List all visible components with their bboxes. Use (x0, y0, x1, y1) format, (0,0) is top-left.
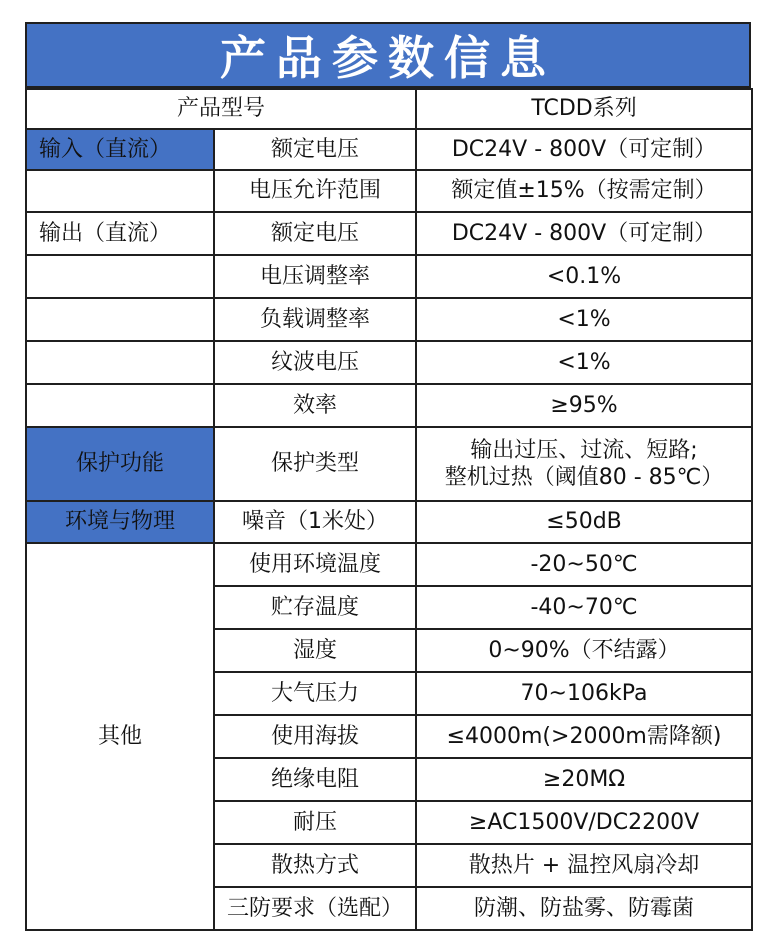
table-row (26, 212, 752, 255)
value-cell: ≤4000m(>2000m需降额) (416, 715, 752, 758)
category-cell: 输入（直流） (26, 129, 214, 170)
item-cell: 贮存温度 (214, 586, 416, 629)
value-line: 输出过压、过流、短路; (470, 437, 698, 463)
item-cell: 耐压 (214, 801, 416, 844)
table-row (26, 255, 752, 298)
table-row (26, 384, 752, 427)
value-cell: ≥AC1500V/DC2200V (416, 801, 752, 844)
item-cell: 保护类型 (214, 427, 416, 501)
category-cell (26, 255, 214, 298)
table-row (26, 298, 752, 341)
category-cell: 其他 (26, 543, 214, 930)
value-cell: DC24V - 800V（可定制） (416, 212, 752, 255)
table-row (26, 501, 752, 543)
parameter-sheet (25, 22, 751, 931)
item-cell: 绝缘电阻 (214, 758, 416, 801)
item-cell: 额定电压 (214, 129, 416, 170)
value-cell: 额定值±15%（按需定制） (416, 170, 752, 212)
value-cell: -40~70℃ (416, 586, 752, 629)
category-cell (26, 298, 214, 341)
category-cell (26, 341, 214, 384)
value-cell (416, 427, 752, 501)
item-cell: 负载调整率 (214, 298, 416, 341)
value-cell: ≤50dB (416, 501, 752, 543)
value-cell: <1% (416, 298, 752, 341)
value-cell: 防潮、防盐雾、防霉菌 (416, 887, 752, 930)
table-row (26, 341, 752, 384)
value-cell: 70~106kPa (416, 672, 752, 715)
category-cell (26, 170, 214, 212)
item-cell: 效率 (214, 384, 416, 427)
item-cell: 额定电压 (214, 212, 416, 255)
item-cell: 使用海拔 (214, 715, 416, 758)
item-cell: 湿度 (214, 629, 416, 672)
table-row (26, 89, 752, 129)
item-cell: 电压调整率 (214, 255, 416, 298)
value-cell: ≥20MΩ (416, 758, 752, 801)
item-cell: 三防要求（选配） (214, 887, 416, 930)
value-cell: 散热片 + 温控风扇冷却 (416, 844, 752, 887)
table-row (26, 129, 752, 170)
item-cell: 大气压力 (214, 672, 416, 715)
value-cell: ≥95% (416, 384, 752, 427)
value-cell: -20~50℃ (416, 543, 752, 586)
category-cell: 环境与物理 (26, 501, 214, 543)
value-cell: DC24V - 800V（可定制） (416, 129, 752, 170)
table-row (26, 543, 752, 586)
item-cell: 纹波电压 (214, 341, 416, 384)
table-row (26, 427, 752, 501)
item-cell: 电压允许范围 (214, 170, 416, 212)
model-label: 产品型号 (26, 89, 416, 129)
category-cell: 输出（直流） (26, 212, 214, 255)
category-cell: 保护功能 (26, 427, 214, 501)
value-cell: <1% (416, 341, 752, 384)
parameter-table (25, 88, 753, 931)
item-cell: 使用环境温度 (214, 543, 416, 586)
table-row (26, 170, 752, 212)
value-line: 整机过热（阈值80 - 85℃） (444, 465, 724, 490)
item-cell: 噪音（1米处） (214, 501, 416, 543)
value-cell: <0.1% (416, 255, 752, 298)
item-cell: 散热方式 (214, 844, 416, 887)
value-cell: 0~90%（不结露） (416, 629, 752, 672)
model-value: TCDD系列 (416, 89, 752, 129)
category-cell (26, 384, 214, 427)
page-title: 产品参数信息 (25, 22, 751, 88)
